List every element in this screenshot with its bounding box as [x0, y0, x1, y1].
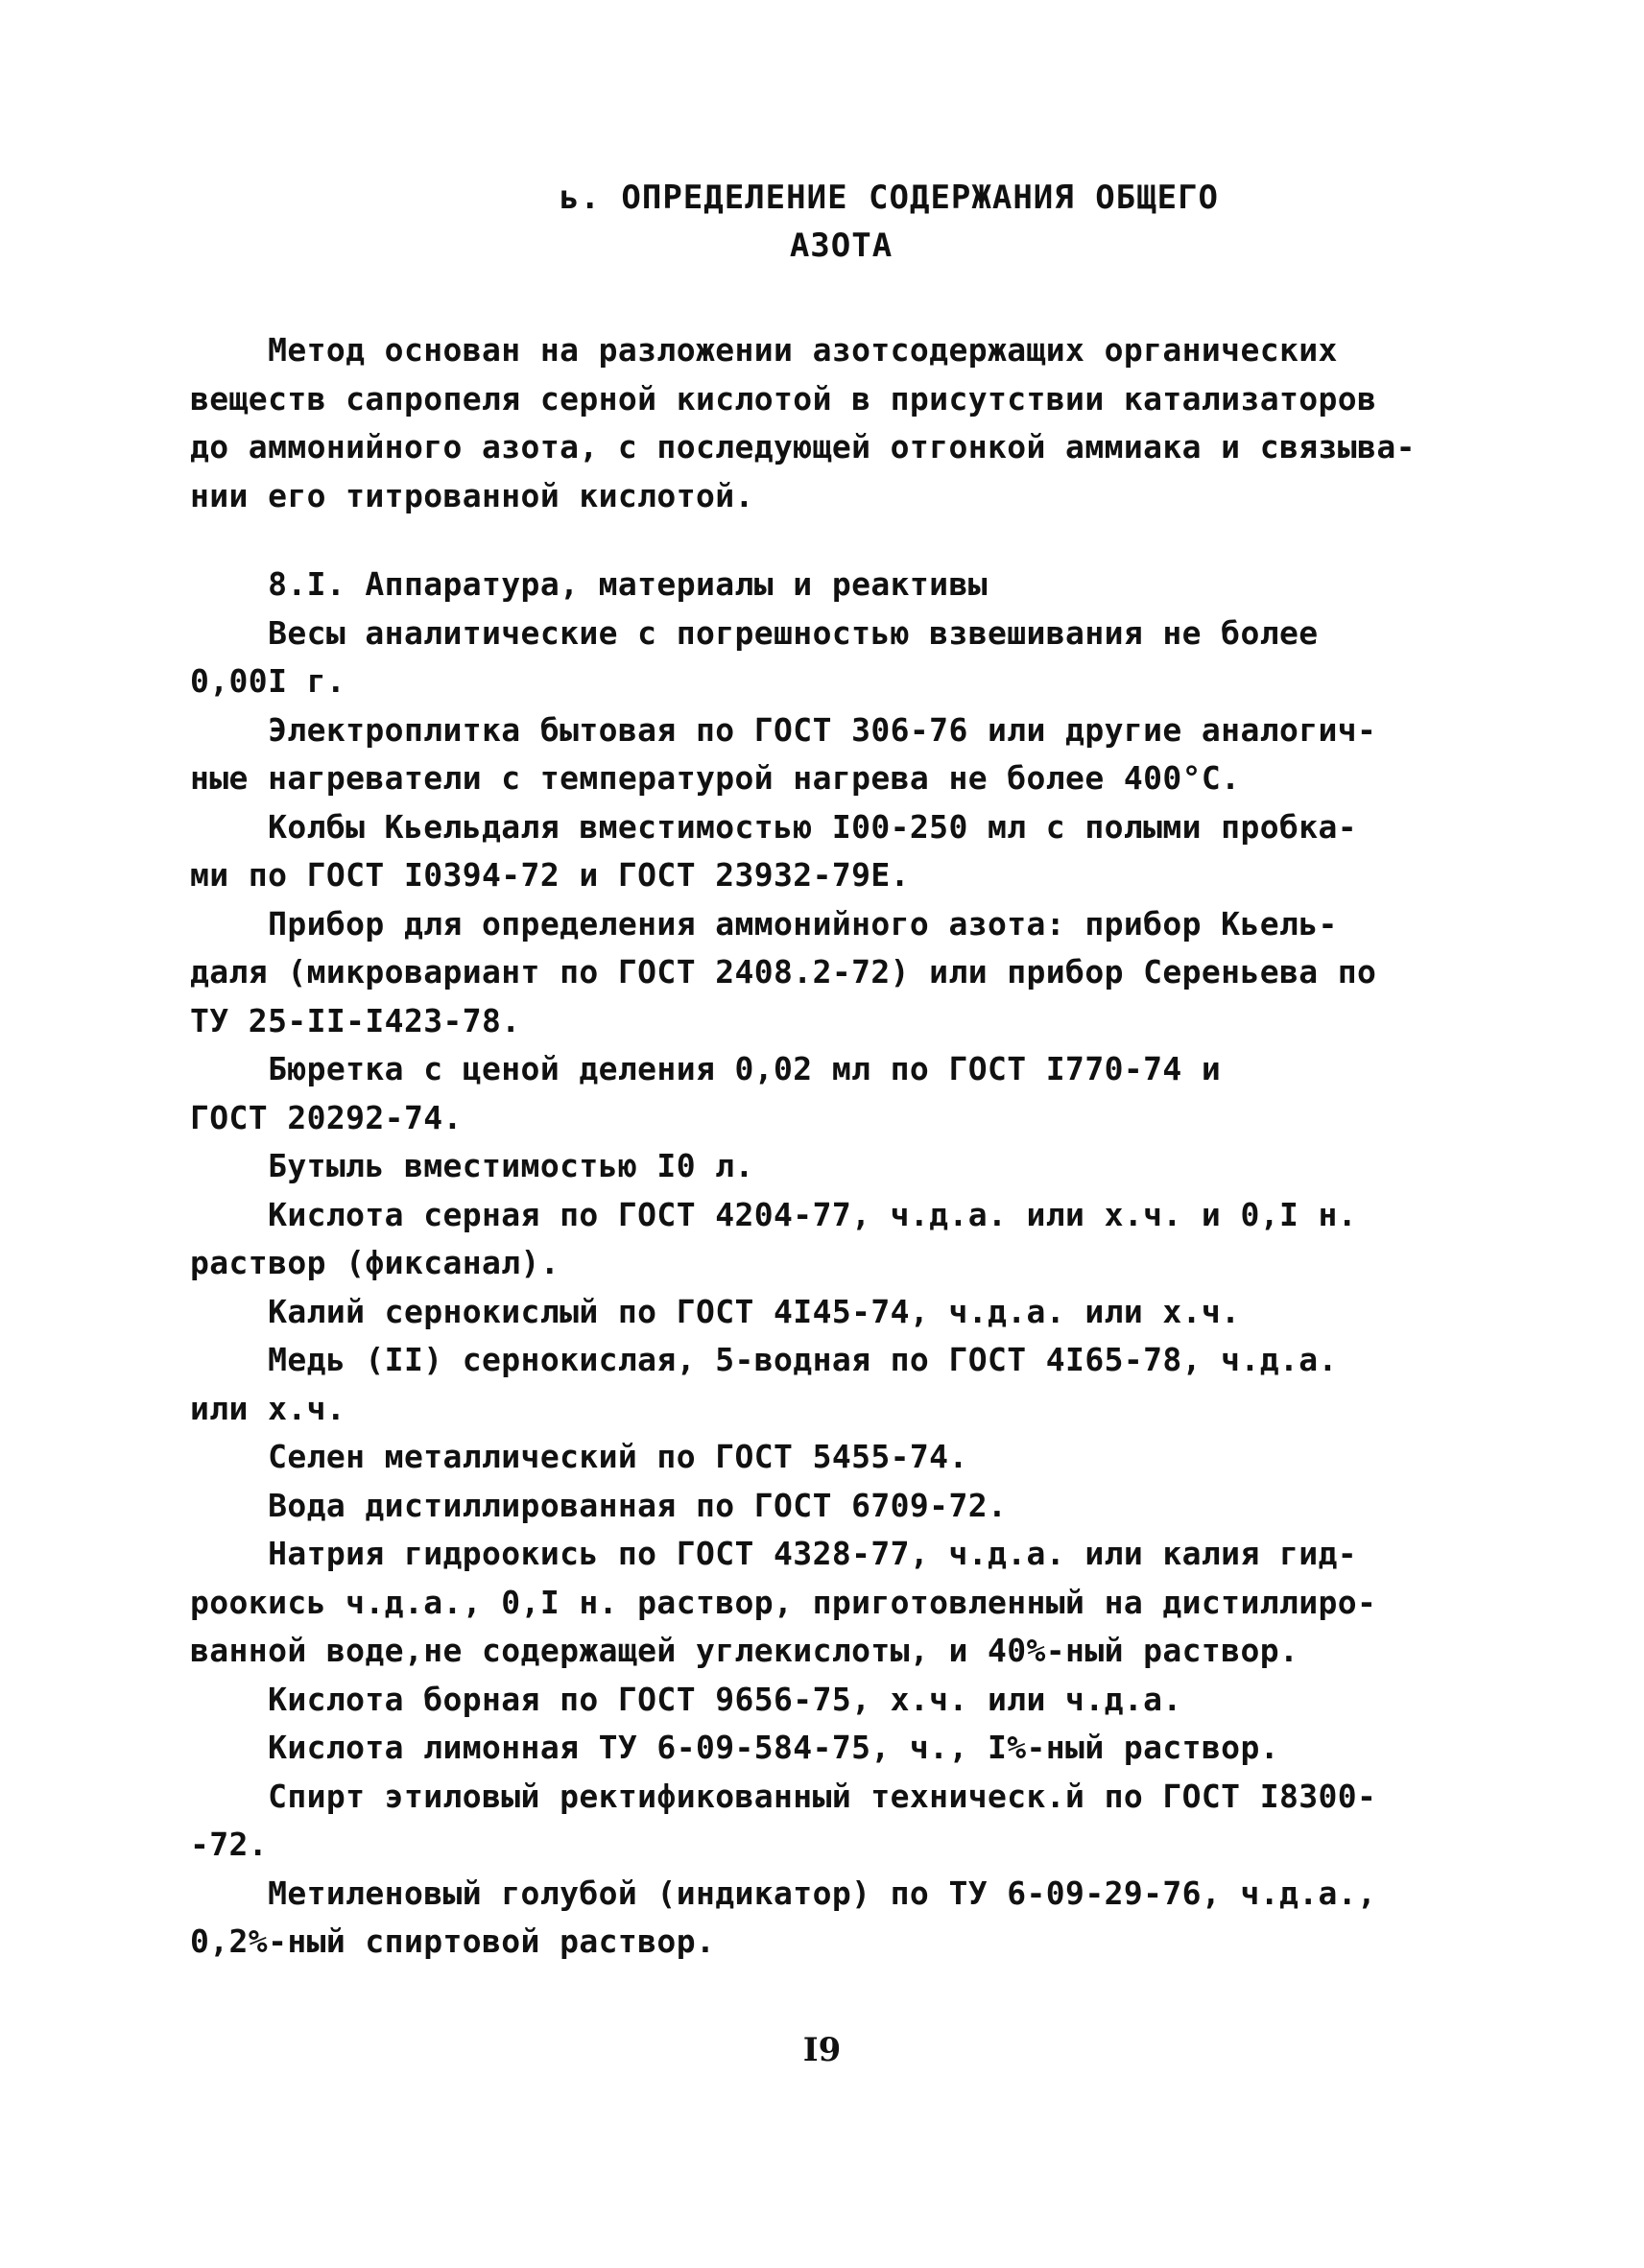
- text-line: Бутыль вместимостью I0 л.: [190, 1147, 754, 1184]
- text-line: [190, 1967, 1457, 2016]
- text-line: Селен металлический по ГОСТ 5455-74.: [190, 1438, 968, 1475]
- subsection-heading: 8.I. Аппаратура, материалы и реактивы: [190, 565, 988, 603]
- text-line: Вода дистиллированная по ГОСТ 6709-72.: [190, 1486, 1008, 1524]
- text-line: веществ сапропеля серной кислотой в присутствии катализаторов: [190, 379, 1377, 418]
- text-line: или х.ч.: [190, 1389, 346, 1427]
- text-line: Метиленовый голубой (индикатор) по ТУ 6-09-29-76, ч.д.а.,: [190, 1874, 1377, 1912]
- text-line: Метод основан на разложении азотсодержащих органических: [190, 331, 1338, 369]
- text-line: Натрия гидроокись по ГОСТ 4328-77, ч.д.а. или калия гид-: [190, 1535, 1358, 1572]
- text-line: ванной воде,не содержащей углекислоты, и 40%-ный раствор.: [190, 1632, 1299, 1669]
- page-number: I9: [802, 2031, 842, 2069]
- section-title-line2: АЗОТА: [789, 227, 893, 265]
- text-line: даля (микровариант по ГОСТ 2408.2-72) или прибор Сереньева по: [190, 953, 1377, 991]
- text-line: 0,00I г.: [190, 662, 346, 700]
- document-body: [190, 326, 1457, 2015]
- text-line: -72.: [190, 1826, 269, 1863]
- text-line: ГОСТ 20292-74.: [190, 1098, 463, 1136]
- text-line: Спирт этиловый ректификованный техническ.й по ГОСТ I8300-: [190, 1777, 1377, 1815]
- text-line: раствор (фиксанал).: [190, 1244, 560, 1281]
- text-line: роокись ч.д.а., 0,I н. раствор, приготовленный на дистиллиро-: [190, 1583, 1377, 1621]
- text-line: Бюретка с ценой деления 0,02 мл по ГОСТ I770-74 и: [190, 1050, 1222, 1087]
- text-line: Кислота лимонная ТУ 6-09-584-75, ч., I%-ный раствор.: [190, 1729, 1279, 1766]
- section-title-line1: ь. ОПРЕДЕЛЕНИЕ СОДЕРЖАНИЯ ОБЩЕГО: [559, 179, 1220, 217]
- text-line: 0,2%-ный спиртовой раствор.: [190, 1922, 716, 1960]
- text-line: Кислота серная по ГОСТ 4204-77, ч.д.а. или х.ч. и 0,I н.: [190, 1195, 1358, 1233]
- text-line: Прибор для определения аммонийного азота: прибор Кьель-: [190, 904, 1338, 943]
- text-line: Медь (II) сернокислая, 5-водная по ГОСТ 4I65-78, ч.д.а.: [190, 1341, 1338, 1378]
- text-line: Калий сернокислый по ГОСТ 4I45-74, ч.д.а. или х.ч.: [190, 1292, 1241, 1330]
- text-line: ные нагреватели с температурой нагрева не более 400°С.: [190, 759, 1241, 797]
- text-line: нии его титрованной кислотой.: [190, 476, 754, 514]
- text-line: Электроплитка бытовая по ГОСТ 306-76 или другие аналогич-: [190, 710, 1377, 749]
- paragraph-gap: [190, 520, 1457, 561]
- text-line: Кислота борная по ГОСТ 9656-75, х.ч. или ч.д.а.: [190, 1680, 1182, 1718]
- text-line: ТУ 25-II-I423-78.: [190, 1001, 521, 1039]
- text-line: ми по ГОСТ I0394-72 и ГОСТ 23932-79Е.: [190, 856, 910, 894]
- text-line: Весы аналитические с погрешностью взвешивания не более: [190, 613, 1319, 652]
- text-line: Колбы Кьельдаля вместимостью I00-250 мл с полыми пробка-: [190, 807, 1358, 846]
- text-line: до аммонийного азота, с последующей отгонкой аммиака и связыва-: [190, 428, 1416, 466]
